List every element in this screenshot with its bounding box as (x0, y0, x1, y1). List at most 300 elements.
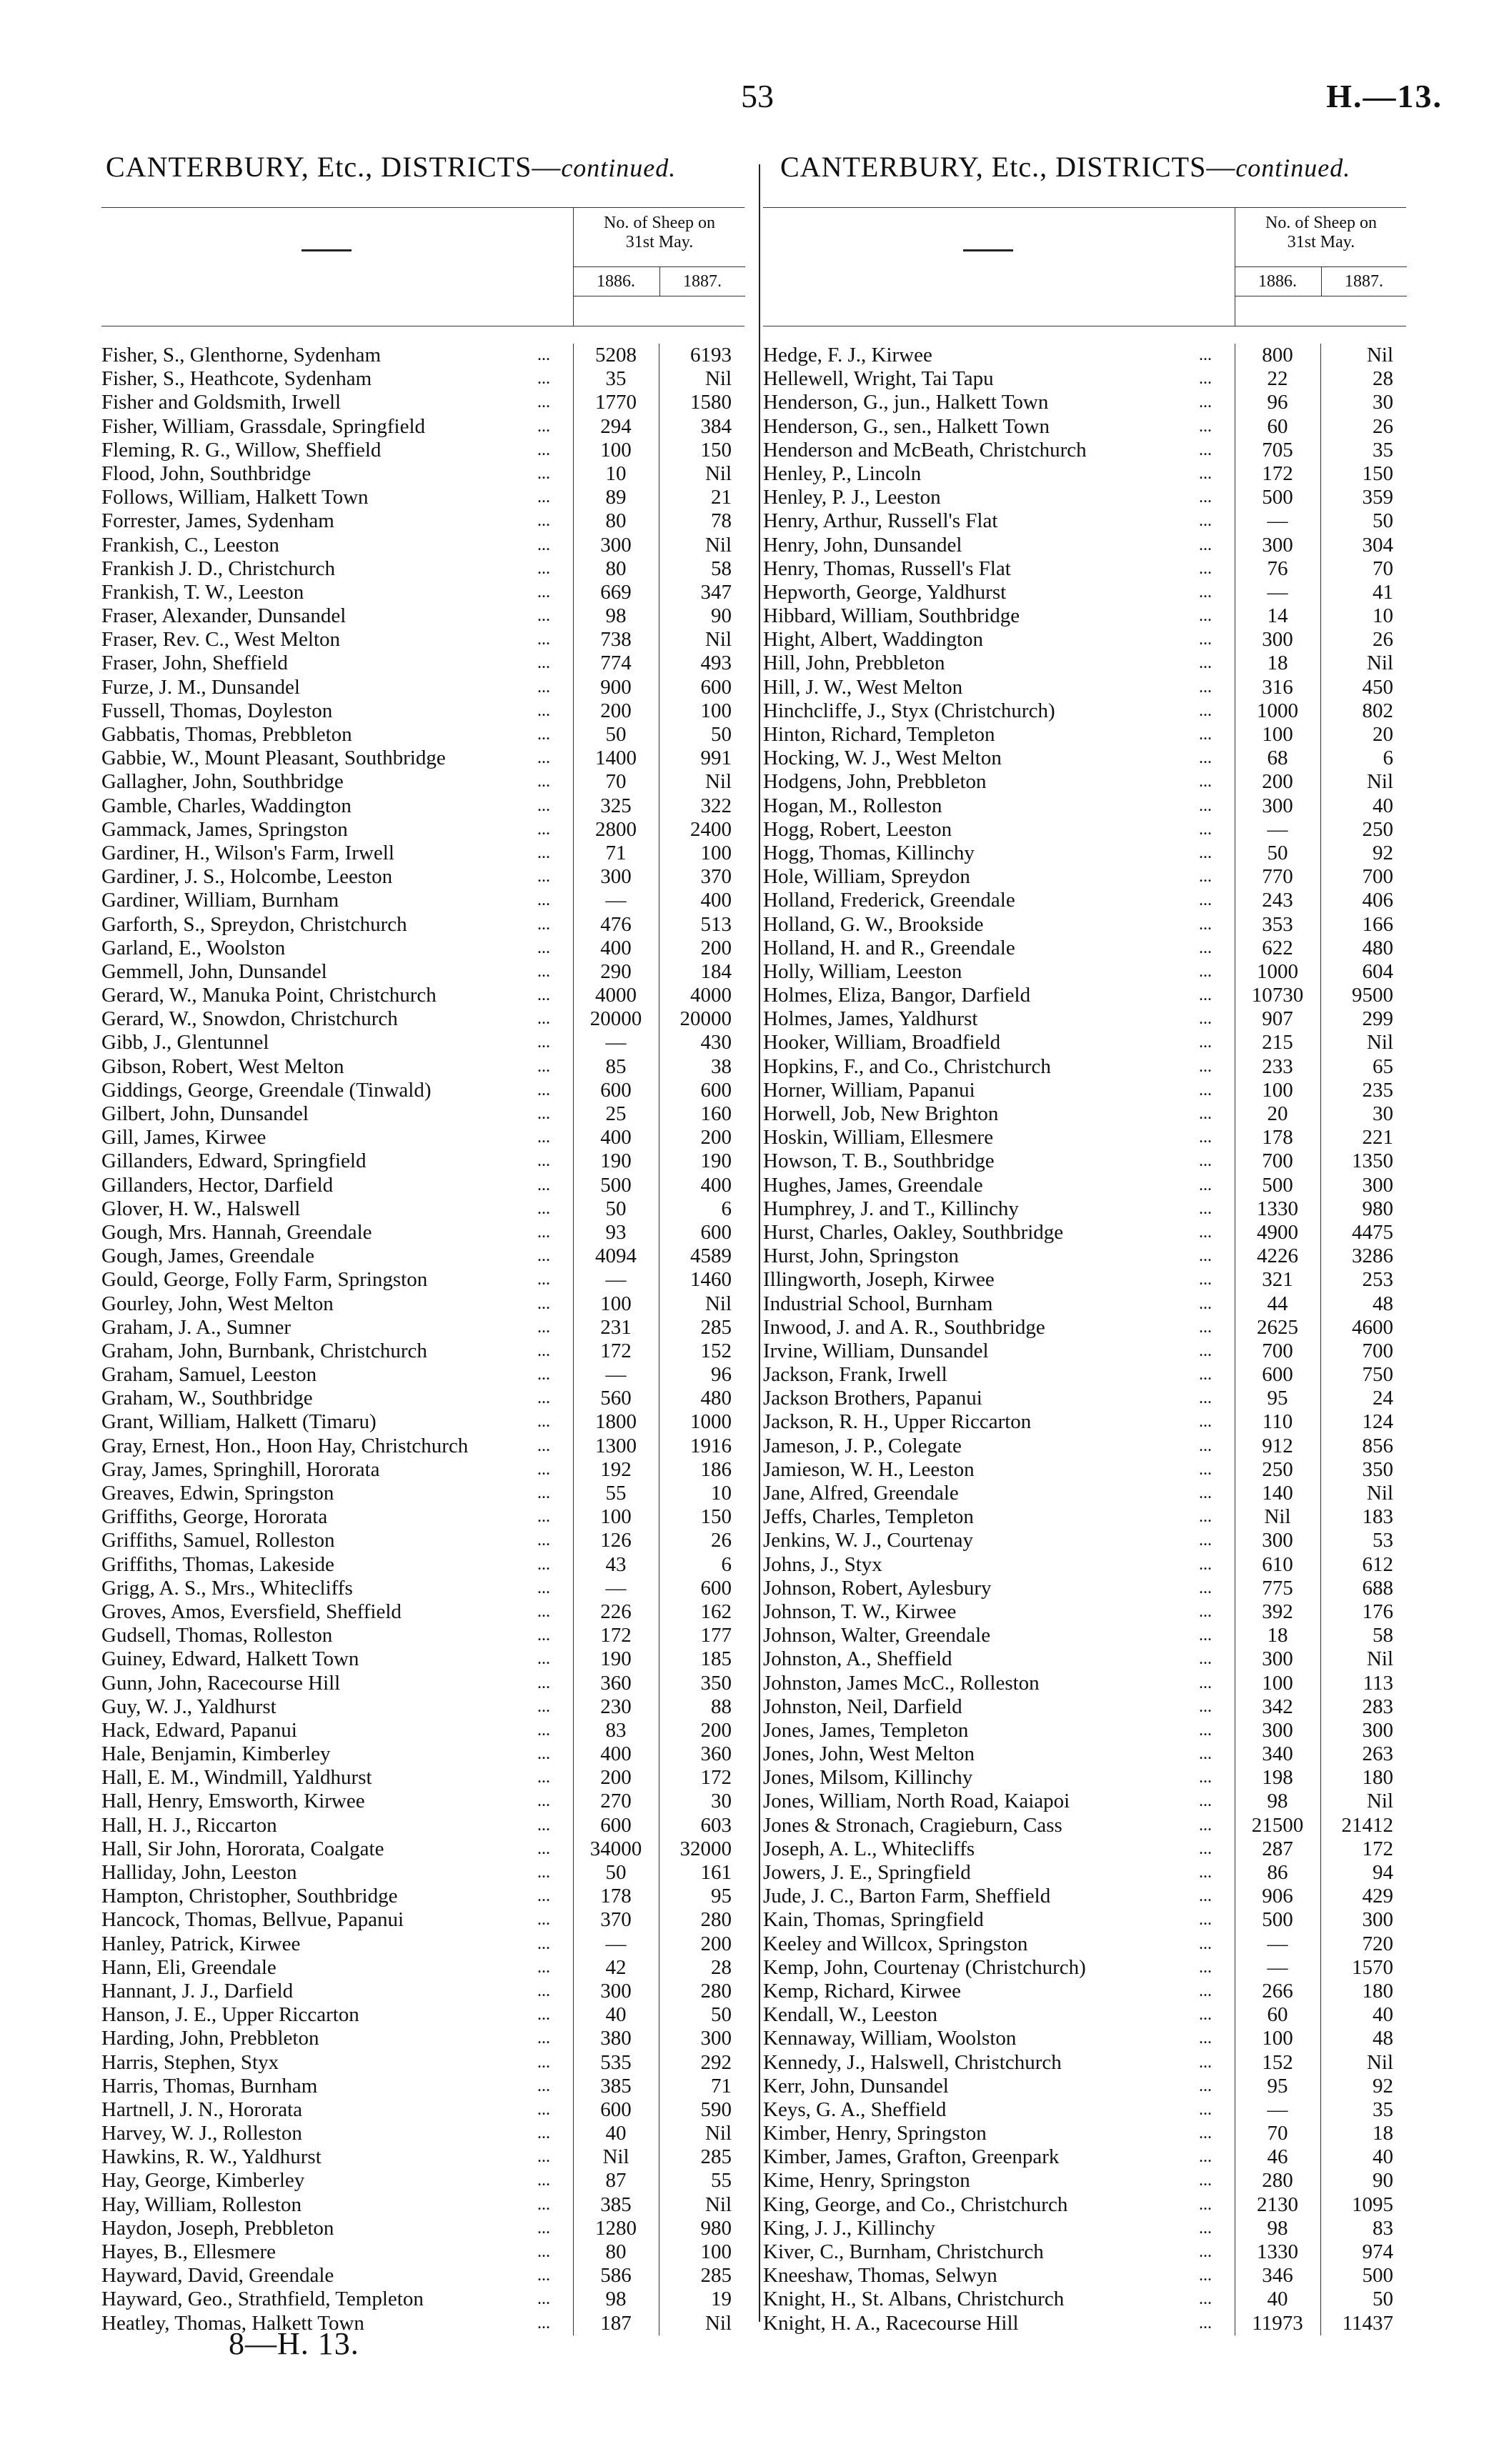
table-row (101, 1268, 744, 1292)
table-row (101, 2145, 744, 2169)
leader-dots: ... (1199, 1365, 1212, 1385)
owner-name: Kemp, Richard, Kirwee (763, 1979, 962, 2002)
table-row (763, 2193, 1406, 2217)
owner-name: Gardiner, H., Wilson's Farm, Irwell (101, 841, 394, 864)
sheep-1887: 177 (659, 1624, 737, 1647)
sheep-1887: 32000 (659, 1837, 737, 1861)
leader-dots: ... (537, 1365, 550, 1385)
leader-dots: ... (1199, 582, 1212, 602)
table-row (763, 509, 1406, 533)
sheep-1887: 50 (1320, 2288, 1399, 2311)
sheep-1886: 738 (573, 628, 658, 652)
owner-name: Griffiths, Samuel, Rolleston (101, 1529, 335, 1552)
owner-name: Hill, J. W., West Melton (763, 675, 963, 699)
leader-dots: ... (537, 1887, 550, 1906)
table-row (101, 1553, 744, 1577)
table-row (763, 1695, 1406, 1719)
owner-name: Keeley and Willcox, Springston (763, 1932, 1028, 1955)
leader-dots: ... (1199, 1389, 1212, 1408)
table-row (101, 1861, 744, 1885)
owner-name: Hepworth, George, Yaldhurst (763, 580, 1007, 604)
leader-dots: ... (1199, 1412, 1212, 1432)
owner-name: Jones, William, North Road, Kaiapoi (763, 1790, 1070, 1813)
table-row (763, 1577, 1406, 1600)
sheep-1886: 1000 (1235, 960, 1320, 984)
right-table-header (763, 207, 1406, 326)
sheep-1887: 4600 (1320, 1316, 1399, 1340)
sheep-1886: 42 (573, 1956, 658, 1980)
owner-name: Jackson, Frank, Irwell (763, 1363, 947, 1387)
sheep-1886: 300 (573, 865, 658, 889)
owner-name: Fraser, Rev. C., West Melton (101, 628, 340, 652)
table-row (763, 699, 1406, 723)
sheep-1887: 70 (1320, 557, 1399, 581)
leader-dots: ... (1199, 867, 1212, 887)
sheep-1887: 184 (659, 960, 737, 984)
sheep-1887: 200 (659, 1932, 737, 1956)
sheep-1886: 610 (1235, 1553, 1320, 1577)
sheep-1887: 980 (1320, 1197, 1399, 1221)
owner-name: Holly, William, Leeston (763, 959, 962, 983)
sheep-1887: 10 (1320, 604, 1399, 628)
sheep-1887: 4000 (659, 984, 737, 1007)
table-row (101, 794, 744, 818)
sheep-1887: 176 (1320, 1600, 1399, 1624)
owner-name: Hocking, W. J., West Melton (763, 747, 1002, 770)
table-row (101, 1837, 744, 1861)
leader-dots: ... (537, 512, 550, 531)
sheep-1886: 198 (1235, 1766, 1320, 1790)
sheep-1887: Nil (659, 770, 737, 794)
owner-name: Kneeshaw, Thomas, Selwyn (763, 2264, 997, 2288)
sheep-1887: 500 (1320, 2264, 1399, 2288)
owner-name: Hopkins, F., and Co., Christchurch (763, 1054, 1051, 1078)
sheep-1887: Nil (1320, 1031, 1399, 1054)
sheep-1886: 46 (1235, 2145, 1320, 2169)
table-row (101, 1435, 744, 1458)
owner-name: Gillanders, Hector, Darfield (101, 1173, 334, 1197)
sheep-1887: 150 (659, 1505, 737, 1529)
sheep-1887: 974 (1320, 2240, 1399, 2264)
sheep-1886: 385 (573, 2075, 658, 2098)
sheep-1886: 14 (1235, 604, 1320, 628)
sheep-1886: 40 (573, 2122, 658, 2145)
leader-dots: ... (1199, 512, 1212, 531)
sheep-count-label-line2: 31st May. (625, 233, 694, 251)
leader-dots: ... (1199, 369, 1212, 389)
leader-dots: ... (1199, 1057, 1212, 1076)
table-row (763, 1197, 1406, 1221)
sheep-1886: 380 (573, 2027, 658, 2050)
owner-name: Jones, Milsom, Killinchy (763, 1766, 973, 1790)
sheep-1886: 190 (573, 1149, 658, 1173)
owner-name: Gourley, John, West Melton (101, 1292, 334, 1315)
table-row (101, 842, 744, 865)
sheep-1887: 4475 (1320, 1221, 1399, 1245)
owner-name: Hannant, J. J., Darfield (101, 1979, 294, 2002)
owner-name: Johnson, T. W., Kirwee (763, 1600, 957, 1623)
leader-dots: ... (1199, 2218, 1212, 2238)
sheep-1886: 906 (1235, 1885, 1320, 1908)
sheep-1886: — (1235, 818, 1320, 842)
year-1886-header: 1886. (1258, 272, 1297, 291)
sheep-1886: 70 (573, 770, 658, 794)
sheep-1886: 100 (1235, 1672, 1320, 1695)
table-row (763, 913, 1406, 937)
owner-name: Hayes, B., Ellesmere (101, 2240, 277, 2263)
sheep-1887: 263 (1320, 1742, 1399, 1766)
table-row (101, 1031, 744, 1054)
table-row (101, 1221, 744, 1245)
owner-name: Johnston, Neil, Darfield (763, 1695, 962, 1718)
sheep-1887: 253 (1320, 1268, 1399, 1292)
owner-name: Hawkins, R. W., Yaldhurst (101, 2145, 322, 2169)
sheep-1886: 300 (1235, 1719, 1320, 1742)
table-row (763, 2312, 1406, 2335)
sheep-1887: 35 (1320, 439, 1399, 462)
sheep-1886: 100 (573, 1505, 658, 1529)
year-header-row (574, 266, 745, 296)
owner-name: Frankish, T. W., Leeston (101, 580, 304, 604)
table-row (763, 1079, 1406, 1102)
table-row (101, 937, 744, 960)
sheep-1887: 283 (1320, 1695, 1399, 1719)
leader-dots: ... (1199, 1910, 1212, 1930)
owner-name: Hancock, Thomas, Bellvue, Papanui (101, 1908, 404, 1932)
owner-name: Kemp, John, Courtenay (Christchurch) (763, 1955, 1086, 1979)
leader-dots: ... (1199, 1080, 1212, 1099)
owner-name: Flood, John, Southbridge (101, 462, 312, 485)
leader-dots: ... (537, 630, 550, 649)
sheep-1886: 100 (573, 439, 658, 462)
sheep-1887: 750 (1320, 1363, 1399, 1387)
sheep-1887: 20000 (659, 1007, 737, 1031)
sheep-1887: 180 (1320, 1766, 1399, 1790)
owner-name: Hoskin, William, Ellesmere (763, 1126, 994, 1149)
sheep-1886: 321 (1235, 1268, 1320, 1292)
leader-dots: ... (1199, 2076, 1212, 2095)
sheep-1887: 100 (659, 2240, 737, 2264)
table-row (101, 1600, 744, 1624)
sheep-1887: 150 (1320, 462, 1399, 486)
owner-name: Hooker, William, Broadfield (763, 1031, 1001, 1054)
leader-dots: ... (1199, 1199, 1212, 1218)
leader-dots: ... (1199, 891, 1212, 910)
table-row (101, 913, 744, 937)
sheep-1887: Nil (659, 628, 737, 652)
leader-dots: ... (537, 559, 550, 578)
sheep-1887: 55 (659, 2169, 737, 2193)
right-column-title (780, 150, 1350, 184)
table-row (101, 1672, 744, 1695)
owner-name: Glover, H. W., Halswell (101, 1197, 301, 1220)
table-row (763, 1600, 1406, 1624)
sheep-1886: — (1235, 509, 1320, 533)
leader-dots: ... (1199, 1839, 1212, 1858)
table-row (101, 1410, 744, 1434)
owner-name: King, J. J., Killinchy (763, 2216, 935, 2240)
right-title-suffix: continued. (1235, 154, 1351, 182)
owner-name: Gerard, W., Manuka Point, Christchurch (101, 984, 437, 1007)
sheep-1887: 100 (659, 842, 737, 865)
sheep-1886: 20000 (573, 1007, 658, 1031)
owner-name: Hight, Albert, Waddington (763, 628, 984, 652)
sheep-1886: 316 (1235, 676, 1320, 699)
leader-dots: ... (537, 677, 550, 697)
leader-dots: ... (1199, 440, 1212, 459)
sheep-1887: 1580 (659, 391, 737, 414)
owner-name: Jackson Brothers, Papanui (763, 1387, 982, 1410)
table-row (763, 344, 1406, 367)
sheep-1886: 280 (1235, 2169, 1320, 2193)
leader-dots: ... (537, 1057, 550, 1076)
sheep-1886: 98 (573, 2288, 658, 2311)
table-row (763, 2075, 1406, 2098)
sheep-1886: — (573, 1363, 658, 1387)
sheep-1887: Nil (659, 2312, 737, 2335)
leader-dots: ... (1199, 1175, 1212, 1194)
table-row (101, 2193, 744, 2217)
table-row (763, 1174, 1406, 1197)
leader-dots: ... (537, 1128, 550, 1147)
sheep-1887: 300 (1320, 1908, 1399, 1932)
table-row (763, 2003, 1406, 2027)
owner-name: Fleming, R. G., Willow, Sheffield (101, 438, 382, 462)
table-row (101, 1007, 744, 1031)
leader-dots: ... (1199, 1957, 1212, 1977)
sheep-1887: 92 (1320, 842, 1399, 865)
table-row (101, 367, 744, 391)
sheep-1886: 669 (573, 581, 658, 604)
sheep-1887: 304 (1320, 534, 1399, 557)
table-row (101, 865, 744, 889)
right-title-text: CANTERBURY, Etc., DISTRICTS— (780, 151, 1236, 183)
sheep-1887: 221 (1320, 1126, 1399, 1149)
sheep-1886: 600 (573, 2098, 658, 2122)
table-row (101, 1505, 744, 1529)
sheep-1887: 58 (1320, 1624, 1399, 1647)
sheep-1886: 86 (1235, 1861, 1320, 1885)
sheep-1887: 6 (659, 1197, 737, 1221)
sheep-1887: 6 (1320, 747, 1399, 770)
leader-dots: ... (1199, 1720, 1212, 1740)
table-row (763, 1292, 1406, 1316)
owner-name: Johnston, James McC., Rolleston (763, 1671, 1040, 1695)
sheep-1887: Nil (1320, 770, 1399, 794)
sheep-1886: 353 (1235, 913, 1320, 937)
sheep-1886: — (573, 1932, 658, 1956)
sheep-1886: 98 (573, 604, 658, 628)
sheep-1886: 4226 (1235, 1245, 1320, 1268)
leader-dots: ... (537, 346, 550, 364)
table-row (101, 960, 744, 984)
owner-name: Hill, John, Prebbleton (763, 652, 945, 675)
owner-name: Hanson, J. E., Upper Riccarton (101, 2003, 359, 2027)
owner-name: Knight, H., St. Albans, Christchurch (763, 2288, 1065, 2311)
table-row (763, 1885, 1406, 1908)
table-row (763, 1766, 1406, 1790)
owner-name: Hanley, Patrick, Kirwee (101, 1932, 301, 1955)
table-row (763, 1268, 1406, 1292)
table-row (763, 1980, 1406, 2003)
leader-dots: ... (537, 2124, 550, 2143)
table-row (101, 818, 744, 842)
owner-name: Hedge, F. J., Kirwee (763, 344, 932, 366)
sheep-1886: — (573, 1031, 658, 1054)
leader-dots: ... (537, 2290, 550, 2309)
leader-dots: ... (1199, 2029, 1212, 2048)
sheep-1886: 622 (1235, 937, 1320, 960)
owner-name: Furze, J. M., Dunsandel (101, 675, 300, 699)
table-row (763, 1458, 1406, 1482)
owner-name: Henry, John, Dunsandel (763, 533, 962, 557)
leader-dots: ... (1199, 772, 1212, 792)
owner-name: Humphrey, J. and T., Killinchy (763, 1197, 1019, 1220)
leader-dots: ... (1199, 1484, 1212, 1502)
leader-dots: ... (1199, 986, 1212, 1005)
sheep-1887: 88 (659, 1695, 737, 1719)
table-row (101, 1292, 744, 1316)
sheep-1887: 58 (659, 557, 737, 581)
sheep-1887: 513 (659, 913, 737, 937)
owner-name: Jameson, J. P., Colegate (763, 1434, 962, 1457)
table-row (101, 1719, 744, 1742)
sheep-1887: 40 (1320, 794, 1399, 818)
owner-name: Gunn, John, Racecourse Hill (101, 1671, 341, 1695)
owner-name: Henderson, G., jun., Halkett Town (763, 391, 1049, 414)
table-row (763, 2169, 1406, 2193)
sheep-1887: 172 (659, 1766, 737, 1790)
sheep-1886: 5208 (573, 344, 658, 367)
leader-dots: ... (537, 2313, 550, 2333)
table-row (763, 865, 1406, 889)
table-row (101, 1387, 744, 1410)
sheep-1886: 71 (573, 842, 658, 865)
table-row (101, 2312, 744, 2335)
sheep-1887: 65 (1320, 1055, 1399, 1079)
owner-name: Hole, William, Spreydon (763, 865, 970, 889)
sheep-1886: 770 (1235, 865, 1320, 889)
owner-name: Griffiths, Thomas, Lakeside (101, 1552, 334, 1576)
table-row (763, 1482, 1406, 1505)
table-row (101, 1956, 744, 1980)
owner-name: Guy, W. J., Yaldhurst (101, 1695, 277, 1718)
leader-dots: ... (1199, 1222, 1212, 1242)
owner-name: Fraser, John, Sheffield (101, 652, 288, 675)
leader-dots: ... (537, 1957, 550, 1977)
table-row (763, 676, 1406, 699)
sheep-1886: 1330 (1235, 1197, 1320, 1221)
sheep-1886: 98 (1235, 1790, 1320, 1813)
sheep-1887: 92 (1320, 2075, 1399, 2098)
table-row (101, 1742, 744, 1766)
leader-dots: ... (537, 369, 550, 389)
sheep-1887: 9500 (1320, 984, 1399, 1007)
owner-name: Henderson and McBeath, Christchurch (763, 438, 1087, 462)
leader-dots: ... (1199, 2313, 1212, 2333)
table-row (101, 1885, 744, 1908)
sheep-1887: 406 (1320, 889, 1399, 912)
owner-name: Kiver, C., Burnham, Christchurch (763, 2240, 1044, 2263)
leader-dots: ... (1199, 1673, 1212, 1692)
sheep-1886: — (1235, 581, 1320, 604)
table-row (763, 1126, 1406, 1149)
sheep-1886: 152 (1235, 2051, 1320, 2075)
sheep-1886: 43 (573, 1553, 658, 1577)
table-row (763, 1387, 1406, 1410)
sheep-1887: 100 (659, 699, 737, 723)
owner-name: Hurst, Charles, Oakley, Southbridge (763, 1220, 1064, 1244)
leader-dots: ... (537, 1317, 550, 1337)
table-row (763, 1221, 1406, 1245)
sheep-1887: 250 (1320, 818, 1399, 842)
sheep-1886: — (1235, 1956, 1320, 1980)
sheep-1886: 215 (1235, 1031, 1320, 1054)
table-row (763, 486, 1406, 509)
owner-name: Hann, Eli, Greendale (101, 1955, 277, 1979)
owner-name: Gardiner, J. S., Holcombe, Leeston (101, 865, 393, 889)
owner-name: Hinchcliffe, J., Styx (Christchurch) (763, 699, 1055, 722)
sheep-1886: 250 (1235, 1458, 1320, 1482)
sheep-1886: 912 (1235, 1435, 1320, 1458)
sheep-1886: 110 (1235, 1410, 1320, 1434)
owner-name: Graham, Samuel, Leeston (101, 1363, 317, 1387)
leader-dots: ... (537, 2266, 550, 2285)
leader-dots: ... (537, 1484, 550, 1502)
owner-name: Industrial School, Burnham (763, 1292, 993, 1315)
table-row (101, 1577, 744, 1600)
leader-dots: ... (537, 607, 550, 626)
sheep-1886: 586 (573, 2264, 658, 2288)
leader-dots: ... (537, 1768, 550, 1787)
leader-dots: ... (537, 1981, 550, 2000)
sheep-1887: 980 (659, 2217, 737, 2240)
sheep-1886: 300 (1235, 1647, 1320, 1671)
leader-dots: ... (537, 2195, 550, 2214)
table-row (101, 628, 744, 652)
leader-dots: ... (1199, 725, 1212, 744)
sheep-1887: 28 (1320, 367, 1399, 391)
owner-name: Fisher, S., Glenthorne, Sydenham (101, 344, 382, 366)
sheep-1887: 285 (659, 2264, 737, 2288)
table-row (763, 889, 1406, 912)
sheep-1887: 180 (1320, 1980, 1399, 2003)
leader-dots: ... (1199, 749, 1212, 768)
owner-name: Kerr, John, Dunsandel (763, 2074, 949, 2098)
leader-dots: ... (537, 867, 550, 887)
owner-name: Jackson, R. H., Upper Riccarton (763, 1410, 1032, 1434)
sheep-1886: 226 (573, 1600, 658, 1624)
leader-dots: ... (537, 1341, 550, 1360)
table-row (763, 1553, 1406, 1577)
owner-name: Halliday, John, Leeston (101, 1861, 297, 1884)
sheep-1887: 235 (1320, 1079, 1399, 1102)
leader-dots: ... (1199, 559, 1212, 578)
owner-name: Gilbert, John, Dunsandel (101, 1102, 309, 1125)
table-row (763, 2240, 1406, 2264)
sheep-1887: 40 (1320, 2003, 1399, 2027)
sheep-1886: 300 (1235, 628, 1320, 652)
leader-dots: ... (537, 725, 550, 744)
owner-name: Henley, P. J., Leeston (763, 486, 941, 509)
owner-name: Hayward, Geo., Strathfield, Templeton (101, 2288, 424, 2311)
table-row (101, 2169, 744, 2193)
leader-dots: ... (537, 1294, 550, 1313)
sheep-1886: 40 (573, 2003, 658, 2027)
sheep-1886: 2800 (573, 818, 658, 842)
table-row (101, 462, 744, 486)
leader-dots: ... (537, 1460, 550, 1479)
